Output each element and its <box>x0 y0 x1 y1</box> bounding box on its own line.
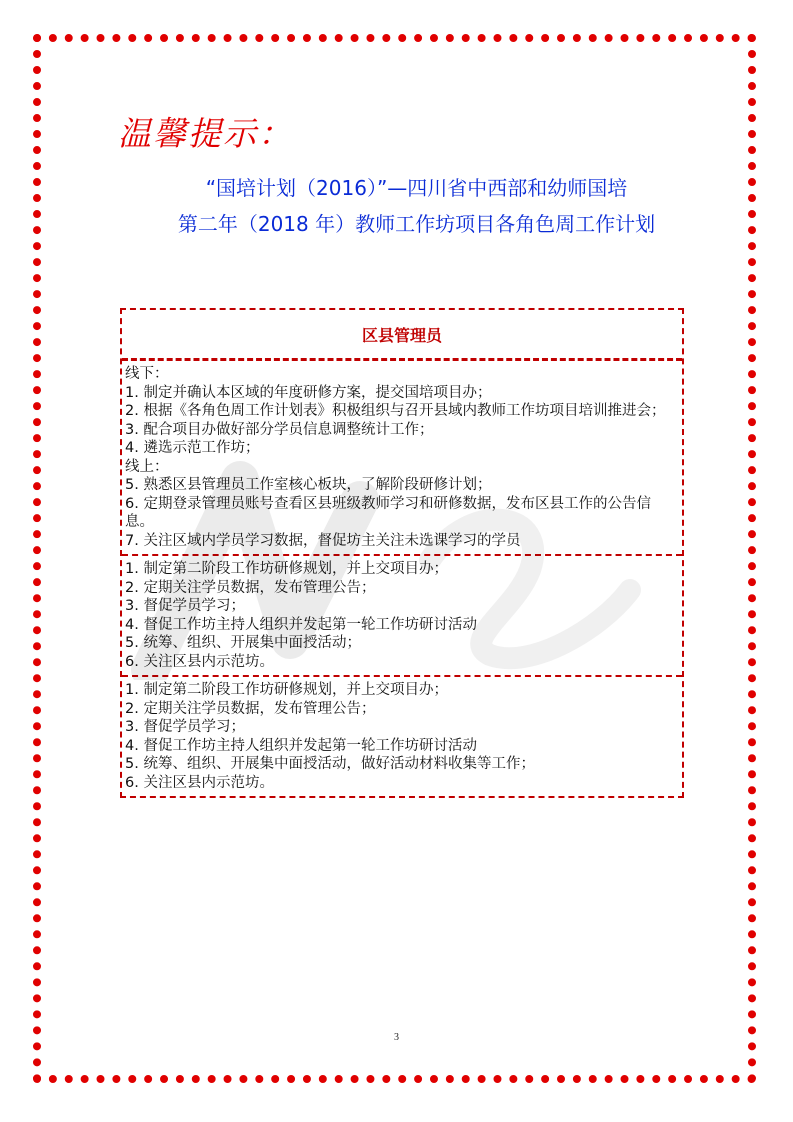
role-plan-table <box>120 308 684 798</box>
section-line: 5. 熟悉区县管理员工作室核心板块，了解阶段研修计划； <box>125 477 492 493</box>
section-line: 4. 督促工作坊主持人组织并发起第一轮工作坊研讨活动 <box>125 616 477 633</box>
section-line: 1. 制定第二阶段工作坊研修规划，并上交项目办； <box>125 682 448 698</box>
section-line: 3. 督促学员学习； <box>125 719 245 735</box>
section-line: 6. 关注区县内示范坊。 <box>125 653 274 670</box>
subtitle-line-2: 第二年（2018 年）教师工作坊项目各角色周工作计划 <box>177 212 656 236</box>
section-line: 2. 定期关注学员数据，发布管理公告； <box>125 579 376 596</box>
page-number: 3 <box>394 1032 399 1043</box>
tip-title: 温馨提示： <box>118 114 293 153</box>
section-line: 3. 配合项目办做好部分学员信息调整统计工作； <box>125 421 434 438</box>
section-line: 4. 遴选示范工作坊； <box>125 440 260 456</box>
section-line: 2. 定期关注学员数据，发布管理公告； <box>125 700 376 717</box>
section-line: 1. 制定并确认本区域的年度研修方案，提交国培项目办； <box>125 384 492 401</box>
table-section-1 <box>122 361 682 554</box>
section-line: 7. 关注区域内学员学习数据，督促坊主关注未选课学习的学员 <box>125 532 521 549</box>
section-line: 4. 督促工作坊主持人组织并发起第一轮工作坊研讨活动 <box>125 737 477 754</box>
section-line: 6. 关注区县内示范坊。 <box>125 774 274 791</box>
section-line: 线下： <box>125 366 169 382</box>
section-line: 6. 定期登录管理员账号查看区县班级教师学习和研修数据，发布区县工作的公告信息。 <box>125 495 651 530</box>
subtitle-line-1: “国培计划（2016）”—四川省中西部和幼师国培 <box>205 176 628 200</box>
section-line: 2. 根据《各角色周工作计划表》积极组织与召开县域内教师工作坊项目培训推进会； <box>125 403 666 419</box>
section-line: 5. 统筹、组织、开展集中面授活动，做好活动材料收集等工作； <box>125 756 535 772</box>
table-section-3 <box>122 675 682 796</box>
section-line: 3. 督促学员学习； <box>125 598 245 614</box>
section-line: 5. 统筹、组织、开展集中面授活动； <box>125 635 361 651</box>
section-line: 线上： <box>125 458 169 475</box>
table-header: 区县管理员 <box>122 310 682 361</box>
section-line: 1. 制定第二阶段工作坊研修规划，并上交项目办； <box>125 561 448 577</box>
table-section-2 <box>122 554 682 675</box>
